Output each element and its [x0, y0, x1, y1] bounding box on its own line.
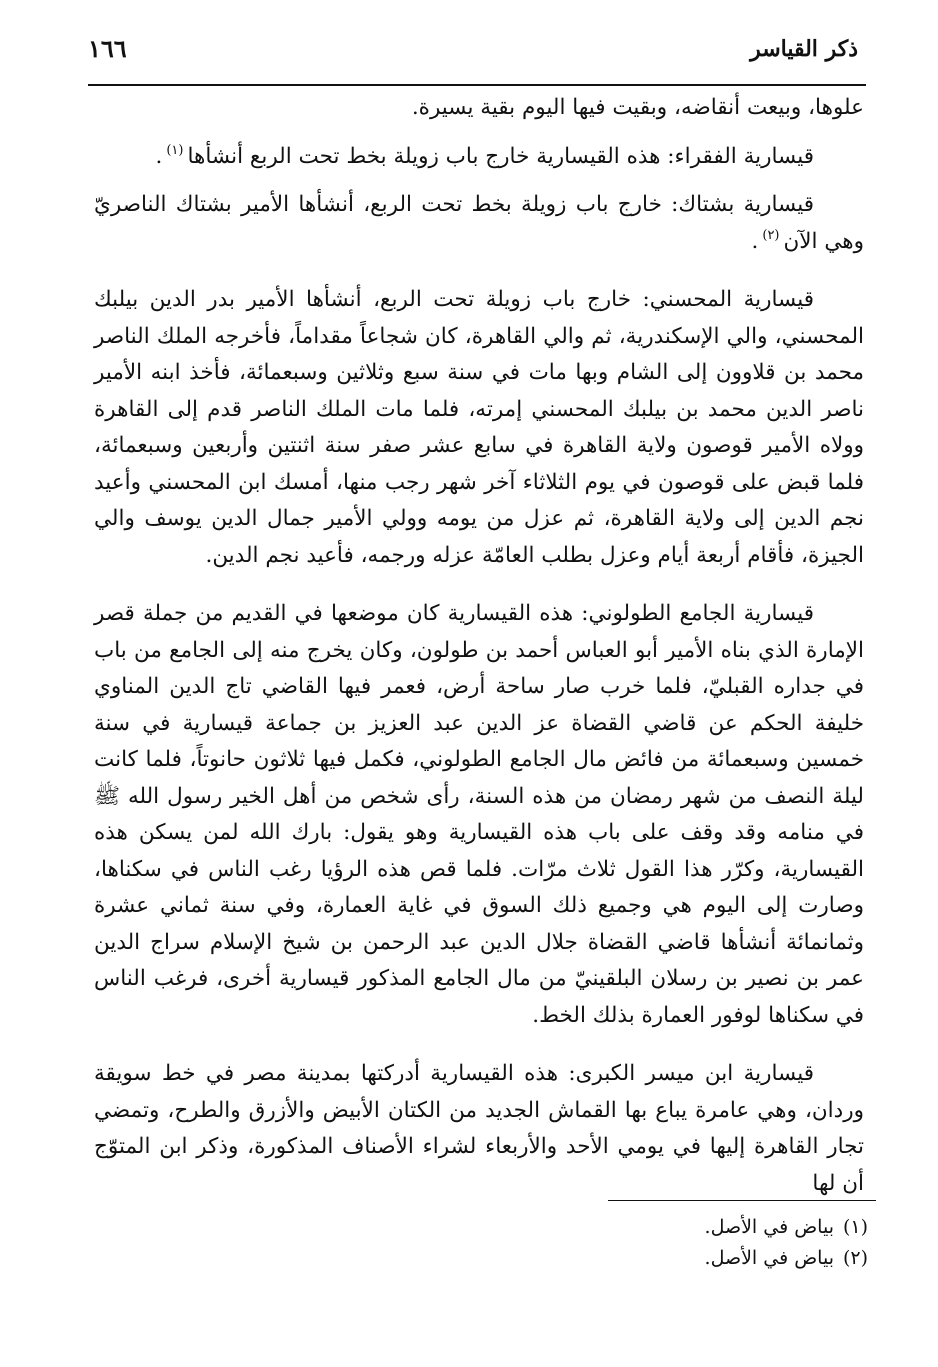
footnote-item: [500, 1243, 868, 1274]
paragraph-continuation: [94, 90, 864, 127]
paragraph-text: علوها، وبيعت أنقاضه، وبقيت فيها اليوم بقية يسيرة.: [411, 95, 864, 120]
running-head-title: ذكر القياسر: [750, 36, 858, 62]
footnotes: [500, 1212, 868, 1274]
footnote-rule: [608, 1200, 876, 1201]
paragraph-text: قيسارية الفقراء: هذه القيسارية خارج باب زويلة بخط تحت الربع أنشأها: [187, 143, 814, 169]
running-head: [88, 36, 858, 80]
paragraph-qaysariyat-bashtak: [94, 187, 864, 260]
paragraph-text: قيسارية المحسني: خارج باب زويلة تحت الربع، أنشأها الأمير بدر الدين بيلبك المحسني، والي الإسكندرية، ثم والي القاهرة، كان شجاعاً مقداماً، فأخرجه الملك الناصر محمد بن قلاوون إلى الشام وبها مات في سنة سبع وثلاثين وسبعمائة، فأخذ ابنه الأمير ناصر الدين محمد بن بيلبك المحسني إمرته، فلما مات الملك الناصر قدم إلى القاهرة وولاه الأمير قوصون ولاية القاهرة في سابع عشر صفر سنة اثنتين وأربعين وسبعمائة، فلما قبض على قوصون في يوم الثلاثاء آخر شهر رجب منها، أمسك ابن المحسني وأعيد نجم الدين إلى ولاية القاهرة، ثم عزل من يومه وولي الأمير جمال الدين يوسف والي الجيزة، فأقام أربعة أيام وعزل بطلب العامّة عزله ورجمه، فأعيد نجم الدين.: [94, 287, 864, 568]
paragraph-qaysariyat-ibn-muyassar: [94, 1056, 864, 1202]
paragraph-tail: .: [155, 143, 163, 169]
footnote-text: بياض في الأصل.: [704, 1216, 834, 1238]
page-number: ١٦٦: [88, 34, 127, 63]
paragraph-text: قيسارية ابن ميسر الكبرى: هذه القيسارية أدركتها بمدينة مصر في خط سويقة وردان، وهي عامرة يباع بها القماش الجديد من الكتان الأبيض والأزرق والطرح، وتمضي تجار القاهرة إليها في يومي الأحد والأربعاء لشراء الأصناف المذكورة، وذكر ابن المتوّج أن لها: [94, 1061, 864, 1196]
paragraph-qaysariyat-al-fuqara: [94, 139, 864, 176]
footnote-number: (١): [842, 1216, 868, 1238]
footnote-reference[interactable]: (٢): [762, 228, 780, 244]
paragraph-qaysariyat-al-jami-al-tuluni: [94, 596, 864, 1034]
footnote-text: بياض في الأصل.: [704, 1247, 834, 1269]
footnote-reference[interactable]: (١): [166, 143, 184, 159]
paragraph-text: قيسارية الجامع الطولوني: هذه القيسارية كان موضعها في القديم من جملة قصر الإمارة الذي بناه الأمير أبو العباس أحمد بن طولون، وكان يخرج منه إلى الجامع من باب في جداره القبليّ، فلما خرب صار ساحة أرض، فعمر فيها القاضي تاج الدين المناوي خليفة الحكم عن قاضي القضاة عز الدين عبد العزيز بن جماعة قيسارية في سنة خمسين وسبعمائة من فائض مال الجامع الطولوني، فكمل فيها ثلاثون حانوتاً، فلما كانت ليلة النصف من شهر رمضان من هذه السنة، رأى شخص من أهل الخير رسول الله ﷺ في منامه وقد وقف على باب هذه القيسارية وهو يقول: بارك الله لمن يسكن هذه القيسارية، وكرّر هذا القول ثلاث مرّات. فلما قص هذه الرؤيا رغب الناس في سكناها، وصارت إلى اليوم هي وجميع ذلك السوق في غاية العمارة، وفي سنة ثماني عشرة وثمانمائة أنشأها قاضي القضاة جلال الدين عبد الرحمن بن شيخ الإسلام سراج الدين عمر بن نصير بن رسلان البلقينيّ من مال الجامع المذكور قيسارية أخرى، فرغب الناس في سكناها لوفور العمارة بذلك الخط.: [94, 601, 864, 1028]
header-rule: [88, 84, 866, 86]
paragraph-qaysariyat-al-muhsini: [94, 282, 864, 574]
paragraph-text: قيسارية بشتاك: خارج باب زويلة بخط تحت الربع، أنشأها الأمير بشتاك الناصريّ وهي الآن: [94, 192, 864, 254]
footnote-number: (٢): [842, 1247, 868, 1269]
body-text: [94, 90, 864, 1214]
footnote-item: [500, 1212, 868, 1243]
paragraph-tail: .: [751, 228, 759, 254]
